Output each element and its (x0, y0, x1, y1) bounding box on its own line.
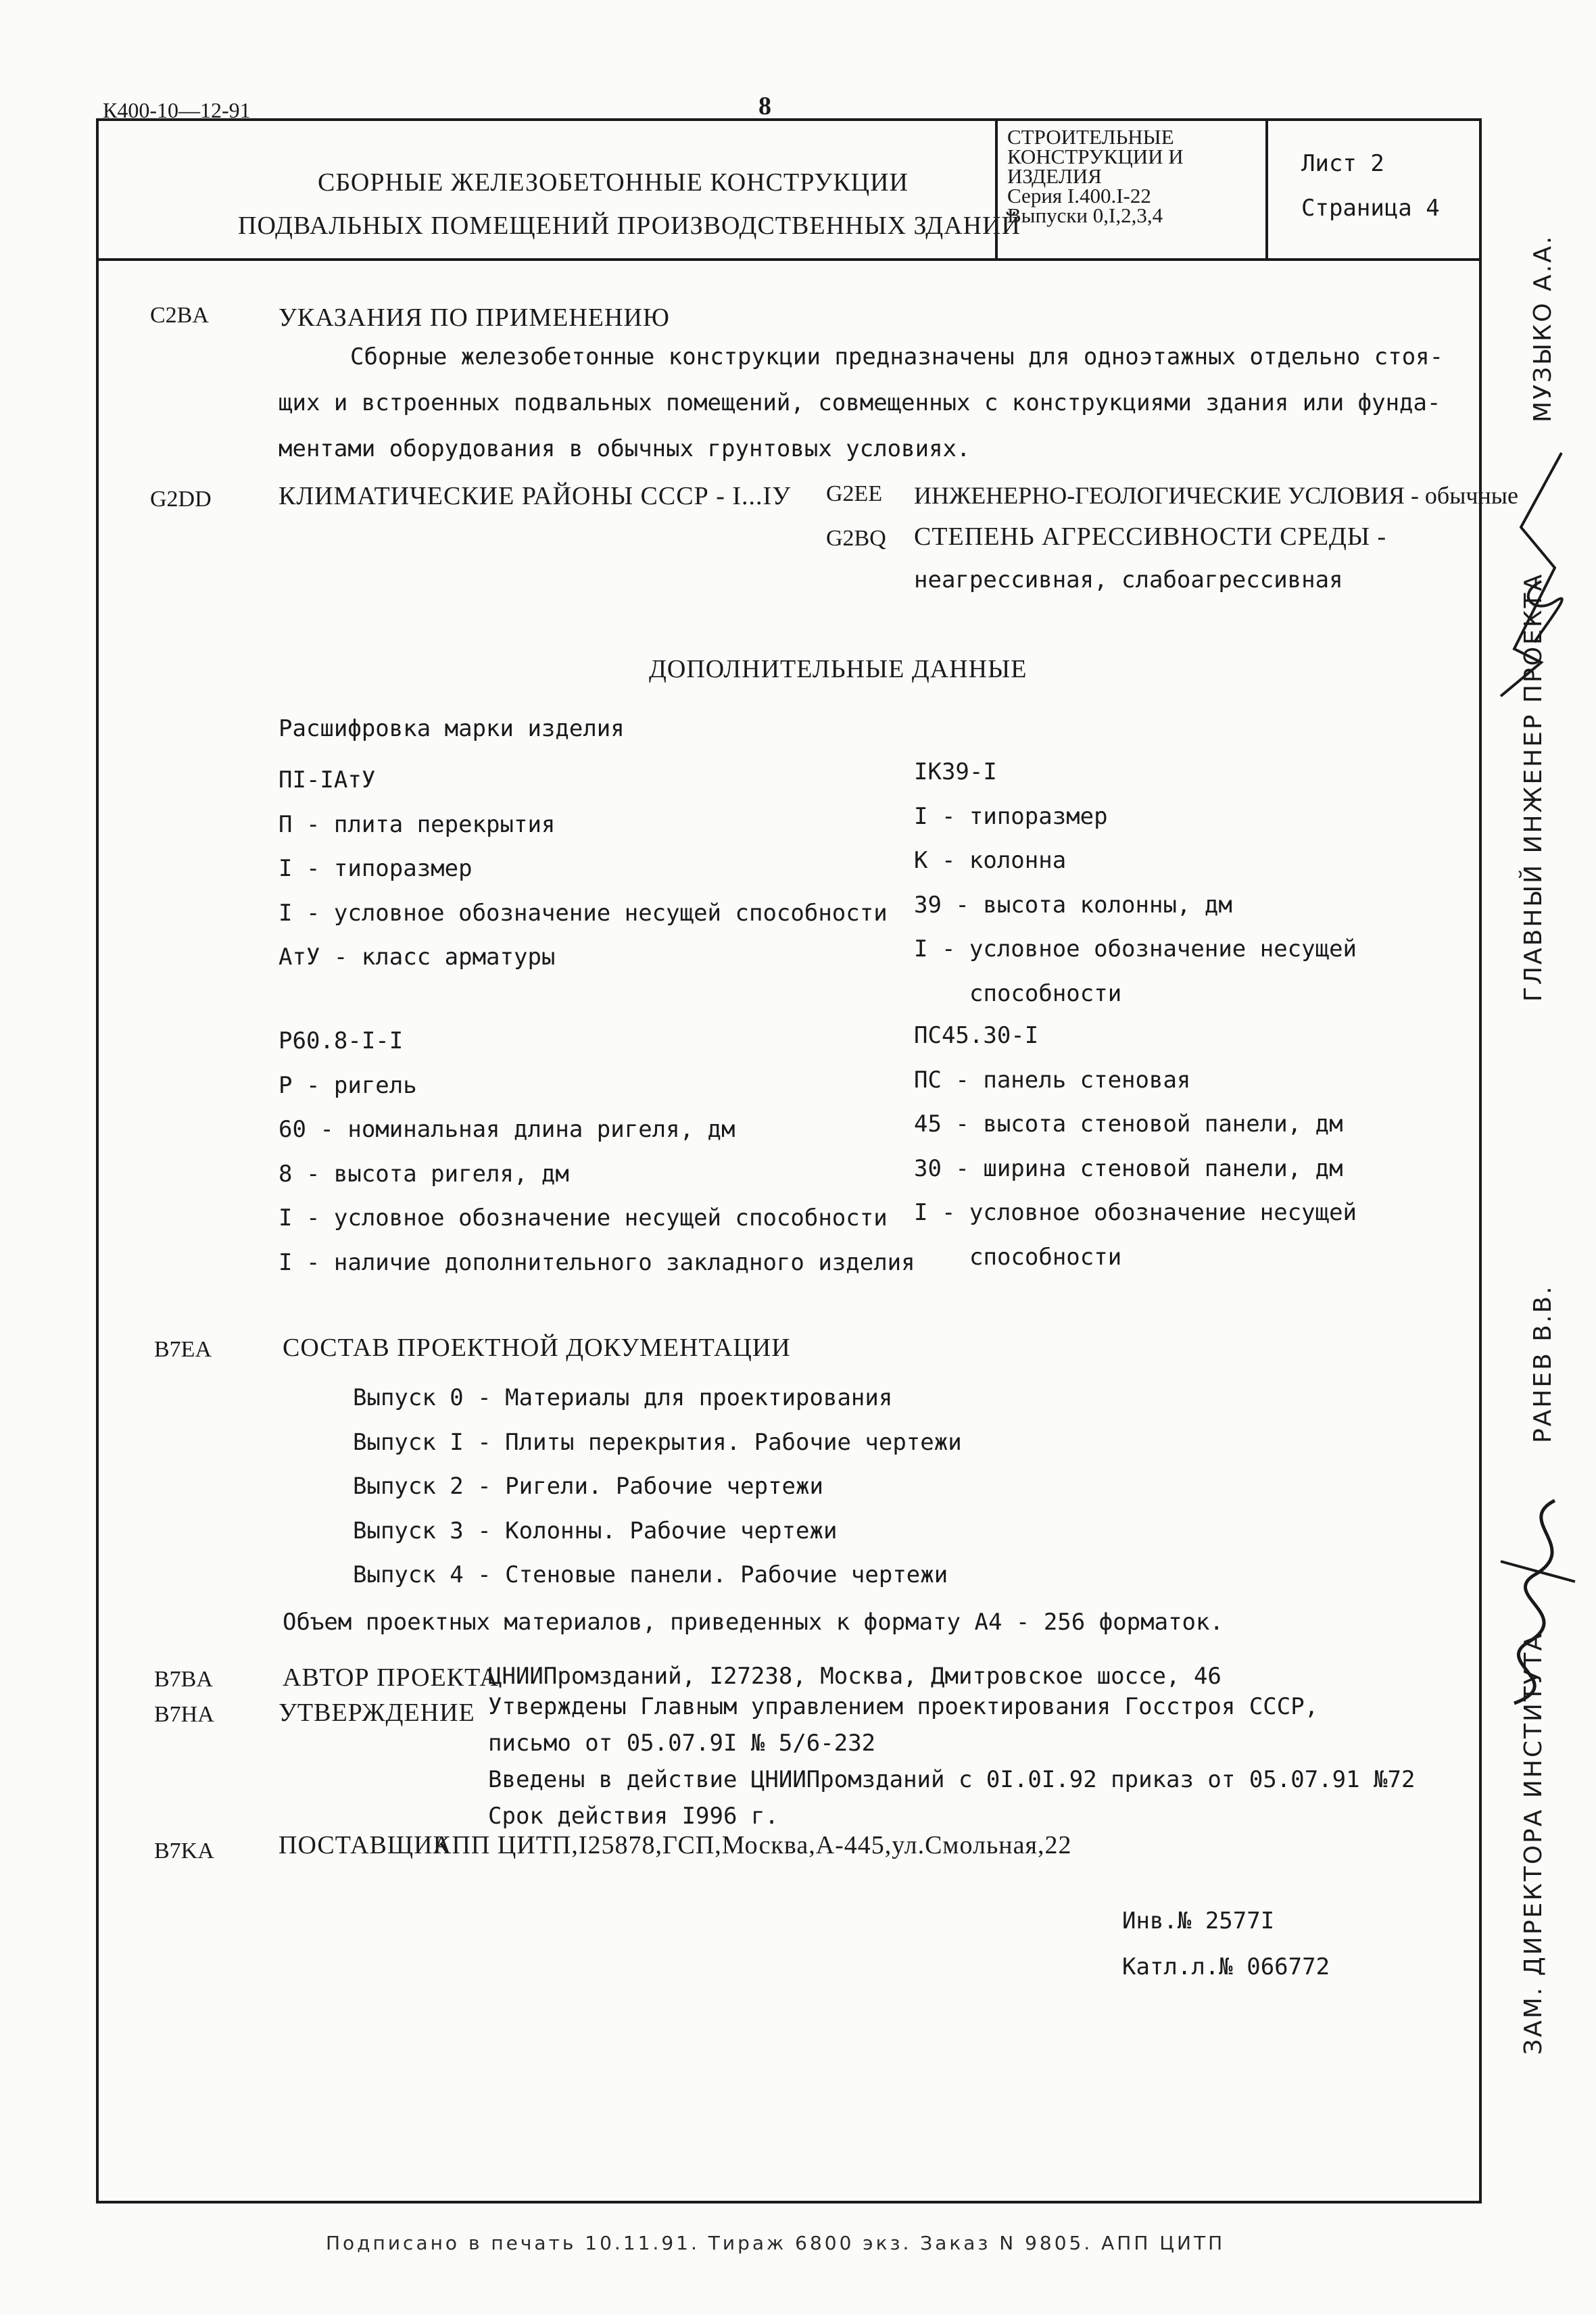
header-title-line1: СБОРНЫЕ ЖЕЛЕЗОБЕТОННЫЕ КОНСТРУКЦИИ (318, 168, 909, 197)
deputy-signature (1474, 1494, 1589, 1710)
side-chief-engineer: ГЛАВНЫЙ ИНЖЕНЕР ПРОЕКТА (1520, 572, 1547, 1002)
decoding-line: I - типоразмер (914, 802, 1108, 830)
issue-item: Выпуск 2 - Ригели. Рабочие чертежи (353, 1473, 823, 1500)
aggressiveness-text: СТЕПЕНЬ АГРЕССИВНОСТИ СРЕДЫ - (914, 522, 1387, 551)
issue-item: Выпуск 0 - Материалы для проектирования (353, 1384, 893, 1411)
section-code-climate: G2DD (150, 487, 212, 512)
section-code-documentation: B7EA (154, 1337, 212, 1362)
decoding-line: П - плита перекрытия (279, 810, 556, 838)
header-title-line2: ПОДВАЛЬНЫХ ПОМЕЩЕНИЙ ПРОИЗВОДСТВЕННЫХ ЗДАНИЙ (238, 212, 1021, 240)
decoding-line: ПС - панель стеновая (914, 1066, 1191, 1094)
sheet-number: Лист 2 (1301, 150, 1384, 177)
documentation-heading: СОСТАВ ПРОЕКТНОЙ ДОКУМЕНТАЦИИ (283, 1334, 791, 1362)
catalog-number: Катл.л.№ 066772 (1122, 1953, 1330, 1980)
approval-line: Введены в действие ЦНИИПромзданий с 0I.0I.92 приказ от 05.07.91 №72 (488, 1766, 1416, 1793)
application-heading: УКАЗАНИЯ ПО ПРИМЕНЕНИЮ (279, 303, 670, 332)
approval-lines (488, 1688, 1415, 1834)
decoding-line: I - условное обозначение несущей (914, 1199, 1357, 1226)
approval-line: Срок действия I996 г. (488, 1803, 779, 1830)
climate-text: КЛИМАТИЧЕСКИЕ РАЙОНЫ СССР - I...IУ (279, 482, 792, 510)
application-line-1: Сборные железобетонные конструкции предназначены для одноэтажных отдельно стоя- (350, 343, 1444, 370)
decoding-line: способности (969, 1243, 1122, 1271)
left-decoding-a (279, 758, 888, 980)
geology-text: ИНЖЕНЕРНО-ГЕОЛОГИЧЕСКИЕ УСЛОВИЯ - обычные (914, 482, 1518, 509)
application-line-3: ментами оборудования в обычных грунтовых условиях. (279, 435, 971, 462)
documentation-issues (353, 1376, 962, 1598)
header-divider (96, 258, 1482, 261)
decoding-line: I - условное обозначение несущей (914, 935, 1357, 962)
series-line: Выпуски 0,I,2,3,4 (1007, 203, 1163, 227)
supplier-label: ПОСТАВЩИК (279, 1831, 451, 1859)
mark-plate: ПI-IАтУ (279, 766, 376, 794)
left-decoding-b (279, 1019, 915, 1285)
issue-item: Выпуск 3 - Колонны. Рабочие чертежи (353, 1517, 838, 1544)
decoding-line: К - колонна (914, 847, 1067, 874)
side-deputy-director: ЗАМ. ДИРЕКТОРА ИНСТИТУТА (1520, 1632, 1547, 2055)
series-line: ИЗДЕЛИЯ (1007, 164, 1102, 188)
additional-heading: ДОПОЛНИТЕЛЬНЫЕ ДАННЫЕ (649, 655, 1027, 683)
side-deputy-name: РАНЕВ В.В. (1529, 1284, 1557, 1443)
issue-item: Выпуск I - Плиты перекрытия. Рабочие чертежи (353, 1428, 962, 1456)
section-code-supplier: B7KA (154, 1838, 214, 1863)
footer-imprint: Подписано в печать 10.11.91. Тираж 6800 экз. Заказ N 9805. АПП ЦИТП (326, 2232, 1226, 2254)
series-block (1007, 127, 1184, 225)
decoding-line: Р - ригель (279, 1071, 417, 1099)
doc-code: К400-10—12-91 (103, 98, 251, 122)
decoding-line: I - условное обозначение несущей способности (279, 1204, 888, 1232)
mark-beam: Р60.8-I-I (279, 1027, 404, 1054)
decoding-line: 39 - высота колонны, дм (914, 891, 1232, 919)
section-code-application: C2BA (150, 303, 209, 328)
right-decoding-a (914, 750, 1357, 1016)
author-label: АВТОР ПРОЕКТА (283, 1663, 499, 1692)
approval-line: письмо от 05.07.9I № 5/6-232 (488, 1730, 876, 1757)
decoding-line: I - условное обозначение несущей способности (279, 899, 888, 927)
aggressiveness-value: неагрессивная, слабоагрессивная (914, 566, 1343, 593)
mark-wall-panel: ПС45.30-I (914, 1022, 1039, 1049)
mark-column: IК39-I (914, 758, 997, 785)
supplier-text: АПП ЦИТП,I25878,ГСП,Москва,А-445,ул.Смольная,22 (433, 1831, 1072, 1859)
application-line-2: щих и встроенных подвальных помещений, совмещенных с конструкциями здания или фунда- (279, 389, 1441, 416)
decoding-line: АтУ - класс арматуры (279, 944, 556, 971)
decoding-line: 8 - высота ригеля, дм (279, 1160, 569, 1188)
inventory-number: Инв.№ 2577I (1122, 1907, 1275, 1934)
approval-label: УТВЕРЖДЕНИЕ (279, 1699, 475, 1727)
decoding-line: 45 - высота стеновой панели, дм (914, 1111, 1343, 1138)
right-decoding-b (914, 1014, 1357, 1280)
documentation-volume: Объем проектных материалов, приведенных к формату А4 - 256 форматок. (283, 1609, 1224, 1636)
author-text: ЦНИИПромзданий, I27238, Москва, Дмитровское шоссе, 46 (488, 1663, 1222, 1690)
page-number: 8 (758, 92, 771, 120)
decoding-line: I - типоразмер (279, 855, 473, 882)
header-col-divider-2 (1265, 118, 1268, 260)
decoding-line: I - наличие дополнительного закладного изделия (279, 1248, 915, 1276)
series-line: Серия I.400.I-22 (1007, 184, 1151, 208)
decoding-line: 30 - ширина стеновой панели, дм (914, 1154, 1343, 1182)
decoding-intro: Расшифровка марки изделия (279, 715, 625, 742)
series-line: КОНСТРУКЦИИ И (1007, 145, 1184, 168)
side-chief-name: МУЗЫКО А.А. (1529, 234, 1557, 422)
section-code-author: B7BA (154, 1667, 213, 1692)
page-label: Страница 4 (1301, 195, 1440, 222)
series-line: СТРОИТЕЛЬНЫЕ (1007, 125, 1174, 149)
approval-line: Утверждены Главным управлением проектирования Госстроя СССР, (488, 1693, 1319, 1720)
section-code-geology: G2EE (826, 481, 883, 506)
decoding-line: способности (969, 979, 1122, 1007)
section-code-approval: B7HA (154, 1702, 214, 1727)
section-code-aggressiveness: G2BQ (826, 526, 886, 551)
chief-signature (1474, 446, 1589, 703)
decoding-line: 60 - номинальная длина ригеля, дм (279, 1116, 735, 1143)
issue-item: Выпуск 4 - Стеновые панели. Рабочие чертежи (353, 1561, 948, 1588)
